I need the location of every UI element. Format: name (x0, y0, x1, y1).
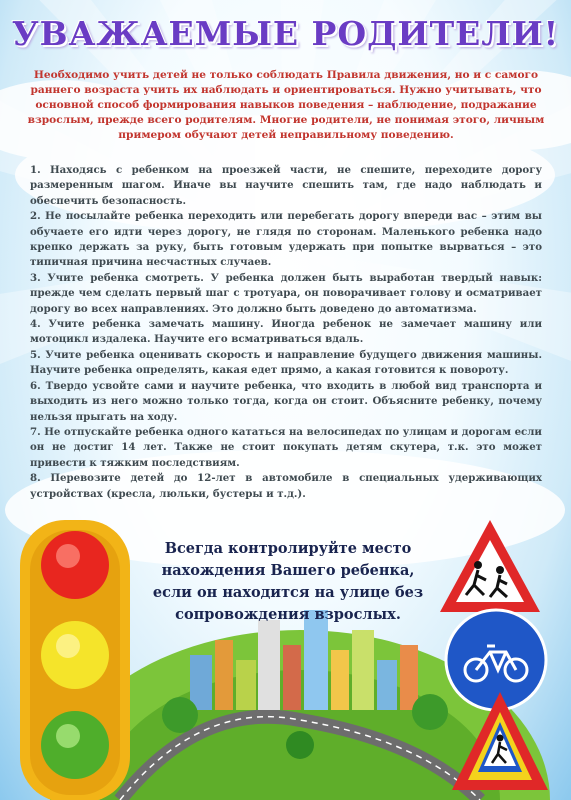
rule-item-7: 7. Не отпускайте ребенка одного кататься на велосипедах по улицам и дорогам если он не достиг 14 лет. Также не стоит покупать детям скутера, т.к. это может привести к тяжким последствиям. (30, 425, 542, 469)
rule-item-3: 3. Учите ребенка смотреть. У ребенка должен быть выработан твердый навык: прежде чем сделать первый шаг с тротуара, он поворачивает голову и осматривает дорогу во всех направлениях. Это должно быть доведено до автоматизма. (30, 271, 542, 315)
rule-item-4: 4. Учите ребенка замечать машину. Иногда ребенок не замечает машину или мотоцикл издалека. Научите его всматриваться вдаль. (30, 318, 542, 346)
traffic-light (20, 520, 130, 800)
intro-paragraph: Необходимо учить детей не только соблюдать Правила движения, но и с самого раннего возраста учить их наблюдать и ориентироваться. Нужно учитывать, что основной способ формирования навыков поведения – наблюдение, подражание взрослым, прежде всего родителям. Многие родители, не понимая этого, личным примером обучают детей неправильному поведению. (27, 69, 545, 141)
rule-item-2: 2. Не посылайте ребенка переходить или перебегать дорогу впереди вас – этим вы обучаете его идти через дорогу, не глядя по сторонам. Маленького ребенка надо крепко держать за руку, быть готовым удержать при попытке вырваться – это типичная причина несчастных случаев. (30, 210, 542, 269)
rule-item-8: 8. Перевозите детей до 12-лет в автомобиле в специальных удерживающих устройствах (кресла, люльки, бустеры и т.д.). (30, 472, 542, 500)
children-warning-sign (440, 520, 540, 624)
bicycle-path-sign (446, 610, 546, 710)
rule-item-6: 6. Твердо усвойте сами и научите ребенка, что входить в любой вид транспорта и выходить из него можно только тогда, когда он стоит. Объясните ребенку, почему нельзя прыгать на ходу. (30, 379, 542, 423)
callout-message: Всегда контролируйте место нахождения Вашего ребенка, если он находится на улице без сопровождения взрослых. (152, 540, 424, 623)
rule-item-5: 5. Учите ребенка оценивать скорость и направление будущего движения машины. Научите ребенка определять, какая едет прямо, а какая готовится к повороту. (30, 348, 542, 377)
rule-item-1: 1. Находясь с ребенком на проезжей части, не спешите, переходите дорогу размеренным шагом. Иначе вы научите спешить там, где надо наблюдать и обеспечить безопасность. (30, 164, 542, 207)
poster-title: УВАЖАЕМЫЕ РОДИТЕЛИ! (11, 14, 560, 53)
